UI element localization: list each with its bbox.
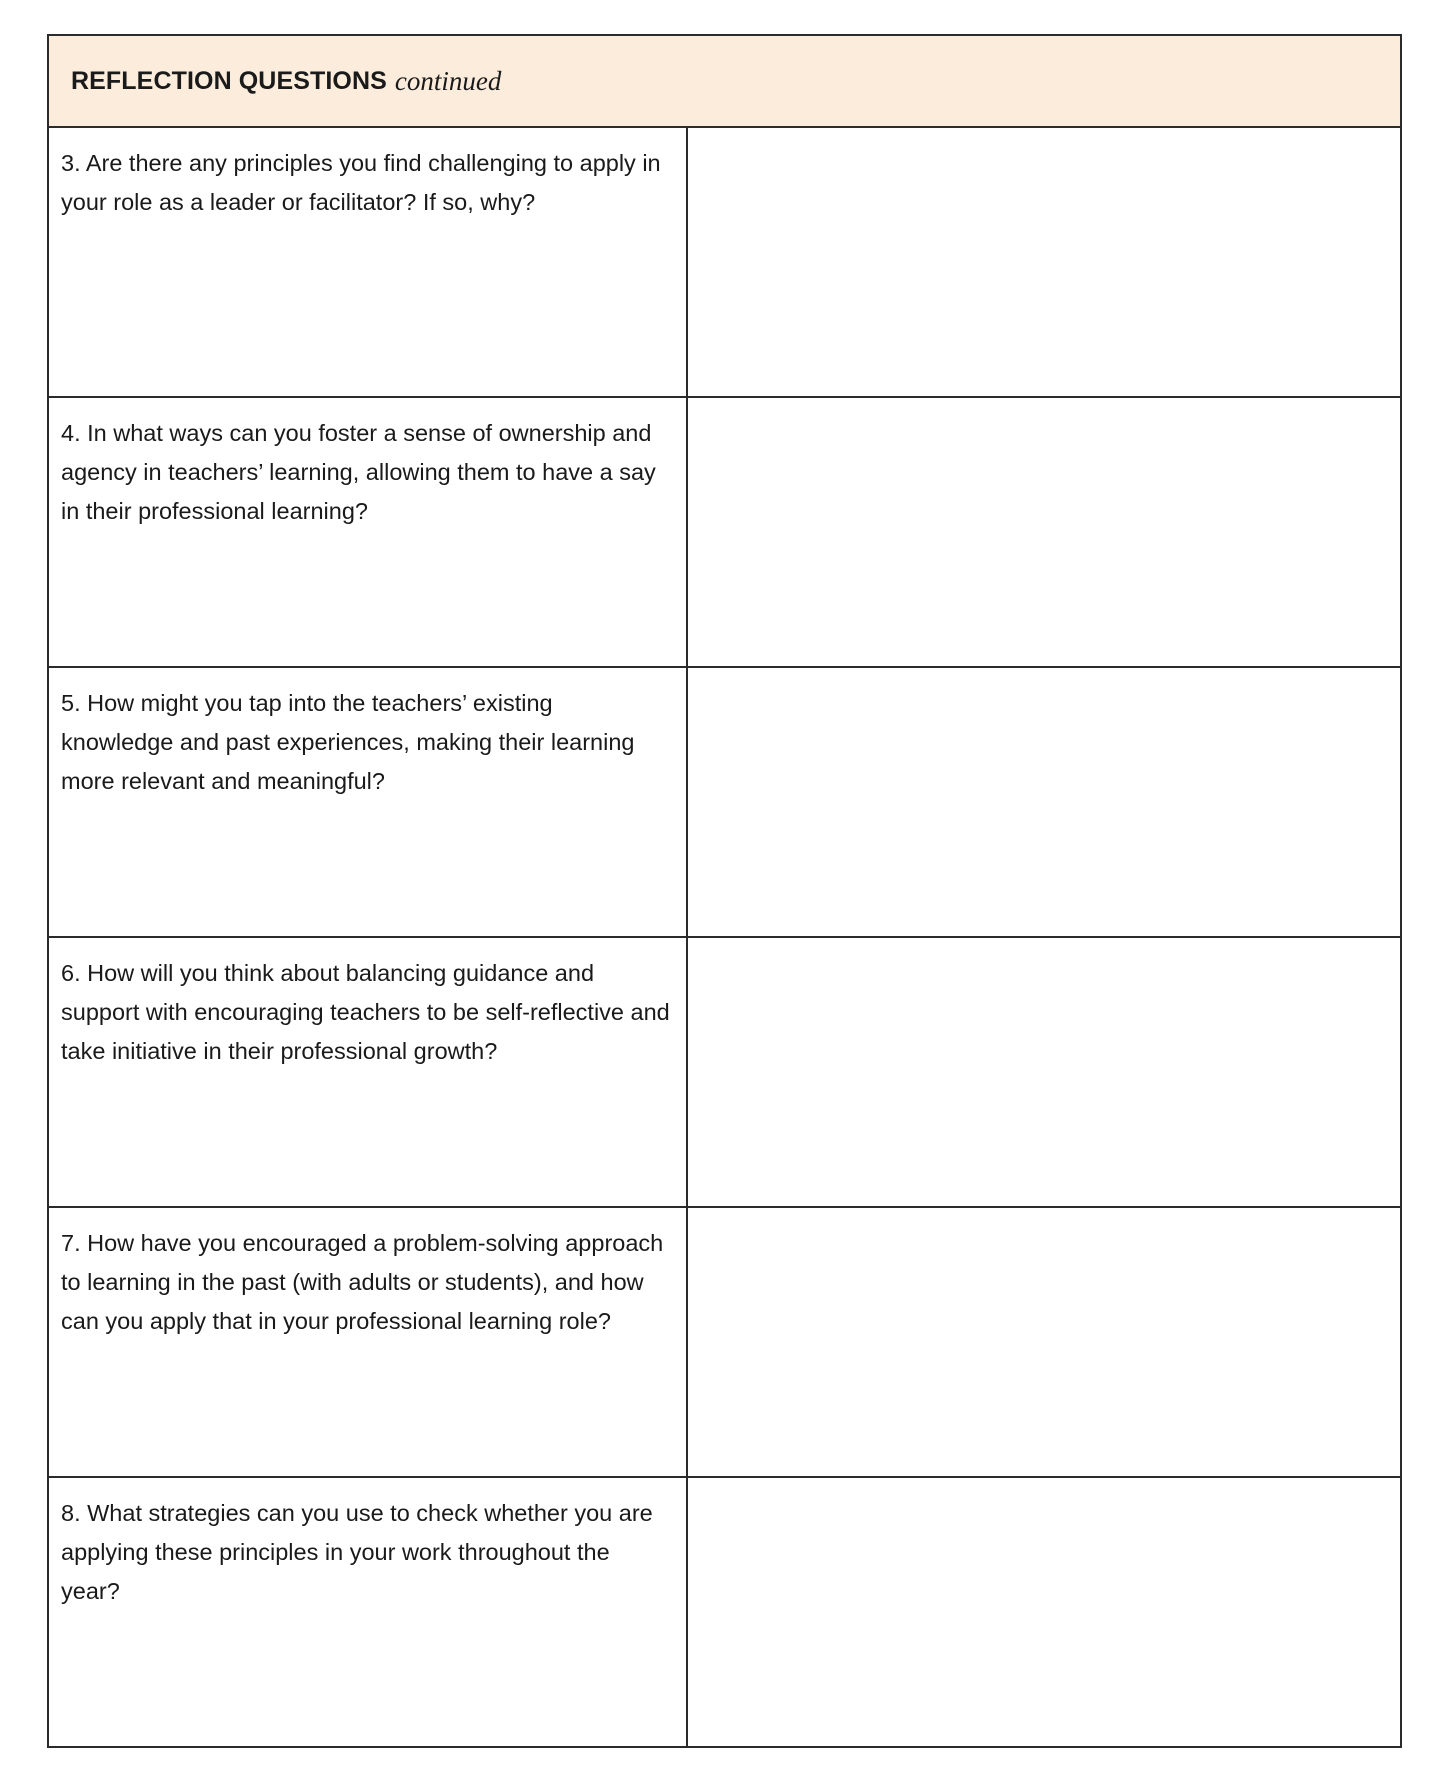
answer-space	[688, 1208, 1400, 1476]
answer-space	[688, 938, 1400, 1206]
question-text: 8. What strategies can you use to check whether you are applying these principles in your work throughout the year?	[49, 1478, 688, 1746]
answer-space	[688, 398, 1400, 666]
header-title: REFLECTION QUESTIONS	[71, 66, 387, 95]
question-text: 3. Are there any principles you find challenging to apply in your role as a leader or facilitator? If so, why?	[49, 128, 688, 396]
answer-space	[688, 668, 1400, 936]
question-rows	[49, 128, 1400, 1746]
table-row	[49, 1478, 1400, 1746]
table-row	[49, 1208, 1400, 1478]
question-text: 6. How will you think about balancing guidance and support with encouraging teachers to be self-reflective and take initiative in their professional growth?	[49, 938, 688, 1206]
table-header	[49, 36, 1400, 128]
answer-space	[688, 128, 1400, 396]
table-row	[49, 668, 1400, 938]
header-subtitle: continued	[394, 65, 502, 96]
table-row	[49, 128, 1400, 398]
table-row	[49, 938, 1400, 1208]
question-text: 7. How have you encouraged a problem-solving approach to learning in the past (with adults or students), and how can you apply that in your professional learning role?	[49, 1208, 688, 1476]
table-row	[49, 398, 1400, 668]
question-text: 4. In what ways can you foster a sense of ownership and agency in teachers’ learning, allowing them to have a say in their professional learning?	[49, 398, 688, 666]
question-text: 5. How might you tap into the teachers’ existing knowledge and past experiences, making their learning more relevant and meaningful?	[49, 668, 688, 936]
reflection-questions-table	[47, 34, 1402, 1748]
answer-space	[688, 1478, 1400, 1746]
